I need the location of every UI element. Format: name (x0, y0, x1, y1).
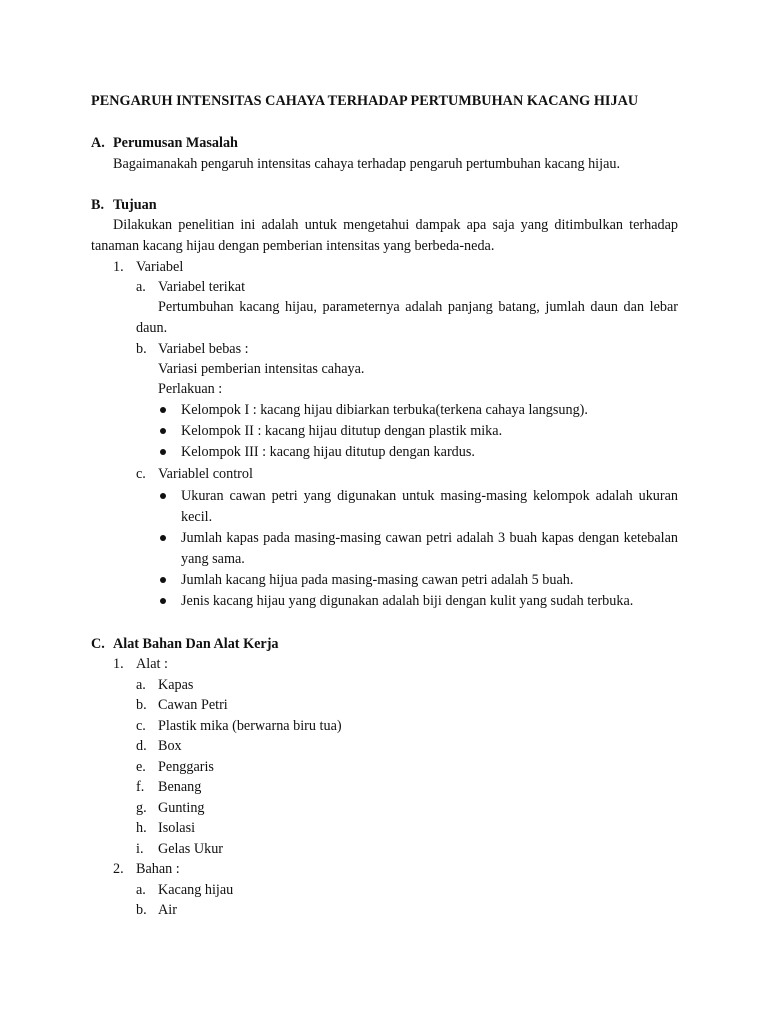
sub-a-text: Pertumbuhan kacang hijau, parameternya adalah panjang batang, jumlah daun dan lebar daun. (136, 299, 678, 336)
bahan-item-marker: a. (136, 882, 146, 898)
alat-item: Gelas Ukur (158, 841, 224, 857)
bullet-icon (160, 493, 166, 499)
alat-marker: 1. (113, 656, 124, 672)
alat-item: Box (158, 738, 182, 754)
item1-marker: 1. (113, 259, 124, 275)
alat-item: Cawan Petri (158, 697, 228, 713)
section-a-marker: A. (91, 135, 105, 151)
sub-c-bullet-2: Jumlah kapas pada masing-masing cawan petri adalah 3 buah kapas dengan ketebalan yang sama. (181, 530, 678, 567)
bullet-icon (160, 577, 166, 583)
alat-label: Alat : (136, 656, 168, 672)
bahan-item: Air (158, 902, 177, 918)
alat-item: Gunting (158, 800, 205, 816)
sub-c-bullet-4: Jenis kacang hijau yang digunakan adalah biji dengan kulit yang sudah terbuka. (181, 593, 634, 609)
bahan-label: Bahan : (136, 861, 180, 877)
section-a-heading: Perumusan Masalah (113, 135, 238, 151)
sub-b-bullet-3: Kelompok III : kacang hijau ditutup dengan kardus. (181, 444, 475, 460)
sub-b-text2: Perlakuan : (158, 381, 223, 397)
alat-item-marker: e. (136, 759, 146, 775)
alat-item-marker: b. (136, 697, 147, 713)
alat-item: Penggaris (158, 759, 214, 775)
section-c-heading: Alat Bahan Dan Alat Kerja (113, 636, 279, 652)
bullet-icon (160, 428, 166, 434)
section-b-marker: B. (91, 197, 105, 213)
sub-c-bullet-3: Jumlah kacang hijua pada masing-masing cawan petri adalah 5 buah. (181, 572, 574, 588)
section-a-text: Bagaimanakah pengaruh intensitas cahaya terhadap pengaruh pertumbuhan kacang hijau. (113, 156, 621, 172)
alat-item: Isolasi (158, 820, 196, 836)
sub-b-marker: b. (136, 341, 147, 357)
sub-b-text1: Variasi pemberian intensitas cahaya. (158, 361, 365, 377)
bullet-icon (160, 598, 166, 604)
bullet-icon (160, 407, 166, 413)
alat-item: Kapas (158, 677, 194, 693)
section-c-marker: C. (91, 636, 105, 652)
bahan-marker: 2. (113, 861, 124, 877)
item1-label: Variabel (136, 259, 184, 275)
sub-c-marker: c. (136, 466, 146, 482)
sub-b-bullet-2: Kelompok II : kacang hijau ditutup dengan plastik mika. (181, 423, 503, 439)
alat-item-marker: h. (136, 820, 147, 836)
sub-c-bullet-1: Ukuran cawan petri yang digunakan untuk masing-masing kelompok adalah ukuran kecil. (181, 488, 678, 525)
alat-item-marker: a. (136, 677, 146, 693)
alat-item-marker: f. (136, 779, 145, 795)
alat-item-marker: g. (136, 800, 147, 816)
alat-item: Plastik mika (berwarna biru tua) (158, 718, 342, 734)
alat-item: Benang (158, 779, 202, 795)
bullet-icon (160, 449, 166, 455)
sub-b-label: Variabel bebas : (158, 341, 249, 357)
sub-a-marker: a. (136, 279, 146, 295)
section-b-heading: Tujuan (113, 197, 157, 213)
section-b-paragraph: Dilakukan penelitian ini adalah untuk mengetahui dampak apa saja yang ditimbulkan terhadap tanaman kacang hijau dengan pemberian intensitas yang berbeda-neda. (91, 217, 678, 254)
bahan-item: Kacang hijau (158, 882, 234, 898)
document-title: PENGARUH INTENSITAS CAHAYA TERHADAP PERTUMBUHAN KACANG HIJAU (91, 93, 639, 109)
sub-c-label: Variablel control (158, 466, 253, 482)
alat-item-marker: c. (136, 718, 146, 734)
bahan-item-marker: b. (136, 902, 147, 918)
alat-item-marker: d. (136, 738, 147, 754)
bullet-icon (160, 535, 166, 541)
sub-a-label: Variabel terikat (158, 279, 246, 295)
alat-item-marker: i. (136, 841, 144, 857)
sub-b-bullet-1: Kelompok I : kacang hijau dibiarkan terbuka(terkena cahaya langsung). (181, 402, 588, 418)
